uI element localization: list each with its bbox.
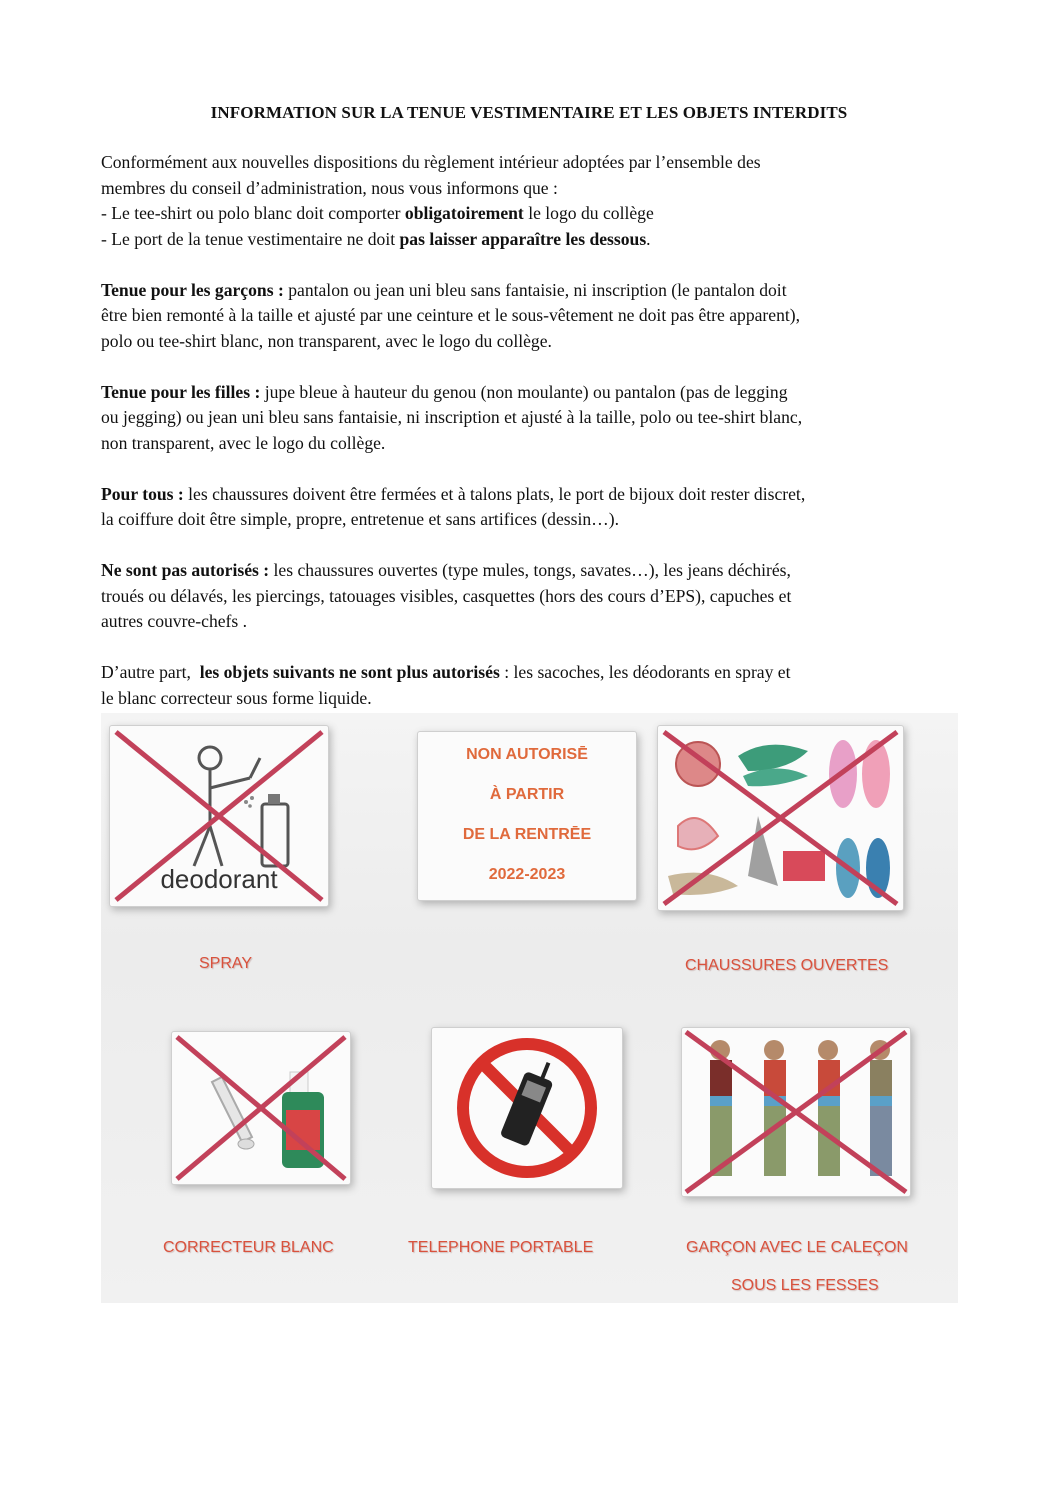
notice-line: 2022-2023 [488, 866, 566, 883]
correcteur-illustration [172, 1032, 350, 1184]
objets-paragraph [101, 660, 971, 711]
interdits-line: troués ou délavés, les piercings, tatouages visibles, casquettes (hors des cours d’EPS), capuches et [101, 585, 792, 606]
open-shoes-card [657, 725, 904, 911]
bullet-emphasis: obligatoirement [404, 203, 524, 223]
interdits-paragraph [101, 558, 971, 635]
notice-line: DE LA RENTRĒE [462, 826, 592, 843]
interdits-text: les chaussures ouvertes (type mules, tongs, savates…), les jeans déchirés, [269, 560, 791, 580]
calecon-illustration [682, 1028, 910, 1196]
bullet-emphasis: pas laisser apparaître les dessous [399, 228, 647, 249]
non-autorise-notice [418, 732, 636, 900]
filles-paragraph [101, 380, 971, 457]
garcons-paragraph [101, 278, 971, 355]
tous-paragraph [101, 482, 971, 533]
garcons-line [101, 278, 971, 304]
intro-line: Conformément aux nouvelles dispositions du règlement intérieur adoptées par l’ensemble des [101, 152, 761, 172]
forbidden-phone-icon [432, 1028, 622, 1188]
intro-paragraph [101, 150, 971, 252]
forbidden-items-poster [101, 713, 958, 1303]
objets-prefix: D’autre part, [101, 662, 200, 682]
filles-line: non transparent, avec le logo du collège. [101, 432, 386, 453]
filles-label: Tenue pour les filles : [101, 381, 261, 402]
caption-chaussures: CHAUSSURES OUVERTES [685, 957, 889, 974]
tous-label: Pour tous : [101, 483, 184, 504]
garcons-line: polo ou tee-shirt blanc, non transparent, avec le logo du collège. [101, 330, 552, 351]
objets-line [101, 660, 971, 686]
caption-calecon-2: SOUS LES FESSES [731, 1277, 879, 1294]
tous-line [101, 482, 971, 508]
non-autorise-card [417, 731, 637, 901]
objets-text: : les sacoches, les déodorants en spray et [499, 662, 791, 682]
notice-line: À PARTIR [489, 786, 565, 803]
intro-line: membres du conseil d’administration, nous vous informons que : [101, 177, 558, 198]
interdits-label: Ne sont pas autorisés : [101, 560, 270, 580]
garcons-label: Tenue pour les garçons : [101, 279, 284, 300]
caption-spray: SPRAY [199, 955, 253, 972]
bullet-dessous [101, 227, 971, 253]
tous-line: la coiffure doit être simple, propre, entretenue et sans artifices (dessin…). [101, 509, 620, 529]
filles-line: ou jegging) ou jean uni bleu sans fantaisie, ni inscription et ajusté à la taille, polo ou tee-shirt blanc, [101, 407, 803, 427]
telephone-card [431, 1027, 623, 1189]
garcons-text: pantalon ou jean uni bleu sans fantaisie, ni inscription (le pantalon doit [283, 279, 787, 300]
caption-telephone: TELEPHONE PORTABLE [408, 1239, 594, 1256]
bullet-text: - Le port de la tenue vestimentaire ne doit [101, 228, 400, 249]
garcons-line: être bien remonté à la taille et ajusté par une ceinture et le sous-vêtement ne doit pas être apparent), [101, 305, 801, 325]
tous-text: les chaussures doivent être fermées et à talons plats, le port de bijoux doit rester discret, [183, 483, 806, 504]
deodorant-label: deodorant [160, 864, 278, 894]
objets-label: les objets suivants ne sont plus autorisés [199, 662, 500, 682]
interdits-line [101, 558, 971, 584]
bullet-text: - Le tee-shirt ou polo blanc doit comporter [101, 203, 405, 223]
rules-text [101, 150, 971, 737]
calecon-card [681, 1027, 911, 1197]
open-shoes-illustration [658, 726, 903, 910]
objets-line: le blanc correcteur sous forme liquide. [101, 687, 372, 708]
caption-correcteur: CORRECTEUR BLANC [163, 1239, 334, 1256]
page-title: INFORMATION SUR LA TENUE VESTIMENTAIRE ET LES OBJETS INTERDITS [210, 103, 848, 122]
filles-line [101, 380, 971, 406]
deodorant-card [109, 725, 329, 907]
correcteur-card [171, 1031, 351, 1185]
bullet-text: . [646, 228, 651, 249]
filles-text: jupe bleue à hauteur du genou (non moulante) ou pantalon (pas de legging [260, 381, 788, 402]
bullet-logo [101, 201, 971, 227]
interdits-line: autres couvre-chefs . [101, 611, 248, 631]
caption-calecon-1: GARÇON AVEC LE CALEÇON [686, 1239, 908, 1256]
bullet-text: le logo du collège [523, 203, 654, 223]
notice-line: NON AUTORISĒ [466, 746, 588, 763]
